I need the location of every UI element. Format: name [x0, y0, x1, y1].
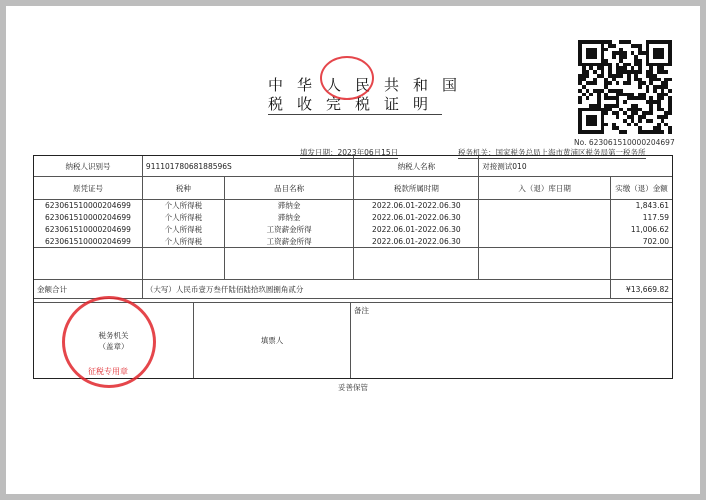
- col-header: 实缴（退）金额: [610, 177, 672, 200]
- total-amount: ¥13,669.82: [610, 280, 672, 299]
- table-cell: [479, 224, 611, 236]
- col-header: 税款所属时期: [354, 177, 479, 200]
- table-row: [34, 200, 673, 212]
- table-cell: 702.00: [610, 236, 672, 248]
- col-header: 原凭证号: [34, 177, 143, 200]
- authority-seal-cell: 税务机关 （盖章）: [34, 303, 194, 378]
- col-header: 税种: [142, 177, 224, 200]
- title-line1: 中华人民共和国: [268, 76, 472, 94]
- table-cell: 滞纳金: [224, 212, 354, 224]
- col-header: 入（退）库日期: [479, 177, 611, 200]
- table-cell: [479, 236, 611, 248]
- table-cell: [479, 200, 611, 212]
- total-label: 金额合计: [34, 280, 143, 299]
- table-row: [34, 236, 673, 248]
- table-cell: 2022.06.01-2022.06.30: [354, 200, 479, 212]
- remarks-label: 备注: [354, 306, 369, 315]
- total-in-words: （大写）人民币壹万叁仟陆佰陆拾玖圆捌角贰分: [142, 280, 610, 299]
- table-row: [34, 224, 673, 236]
- table-cell: 1,843.61: [610, 200, 672, 212]
- taxpayer-name-label: 纳税人名称: [354, 156, 479, 177]
- taxpayer-name-value: 对接测试010: [479, 156, 673, 177]
- filler-cell: 填票人: [194, 303, 351, 378]
- table-cell: 2022.06.01-2022.06.30: [354, 224, 479, 236]
- taxpayer-id-value: 91110178068188596S: [142, 156, 353, 177]
- tax-table: [33, 155, 673, 299]
- table-cell: 11,006.62: [610, 224, 672, 236]
- small-red-seal: [320, 56, 374, 100]
- footer-note: 妥善保管: [338, 383, 368, 392]
- table-cell: 工资薪金所得: [224, 224, 354, 236]
- table-cell: 117.59: [610, 212, 672, 224]
- table-cell: 623061510000204699: [34, 212, 143, 224]
- tax-authority: 税务机关：国家税务总局上海市黄浦区税务局第一税务所: [458, 148, 646, 157]
- table-cell: 个人所得税: [142, 236, 224, 248]
- seal-text: 征税专用章: [88, 367, 128, 376]
- table-cell: 2022.06.01-2022.06.30: [354, 212, 479, 224]
- col-header: 品目名称: [224, 177, 354, 200]
- table-cell: 623061510000204699: [34, 224, 143, 236]
- title-line2: 税收完税证明: [268, 95, 443, 113]
- taxpayer-id-label: 纳税人识别号: [34, 156, 143, 177]
- table-cell: 个人所得税: [142, 224, 224, 236]
- table-cell: [479, 212, 611, 224]
- table-cell: 623061510000204699: [34, 200, 143, 212]
- table-cell: 623061510000204699: [34, 236, 143, 248]
- table-cell: 个人所得税: [142, 212, 224, 224]
- qr-code: [578, 40, 672, 134]
- table-cell: 2022.06.01-2022.06.30: [354, 236, 479, 248]
- serial-number: No. 623061510000204697: [574, 138, 675, 147]
- fill-date: 填发日期：2023年06月15日: [300, 148, 399, 157]
- table-cell: 个人所得税: [142, 200, 224, 212]
- table-cell: 工资薪金所得: [224, 236, 354, 248]
- table-cell: 滞纳金: [224, 200, 354, 212]
- table-row: [34, 212, 673, 224]
